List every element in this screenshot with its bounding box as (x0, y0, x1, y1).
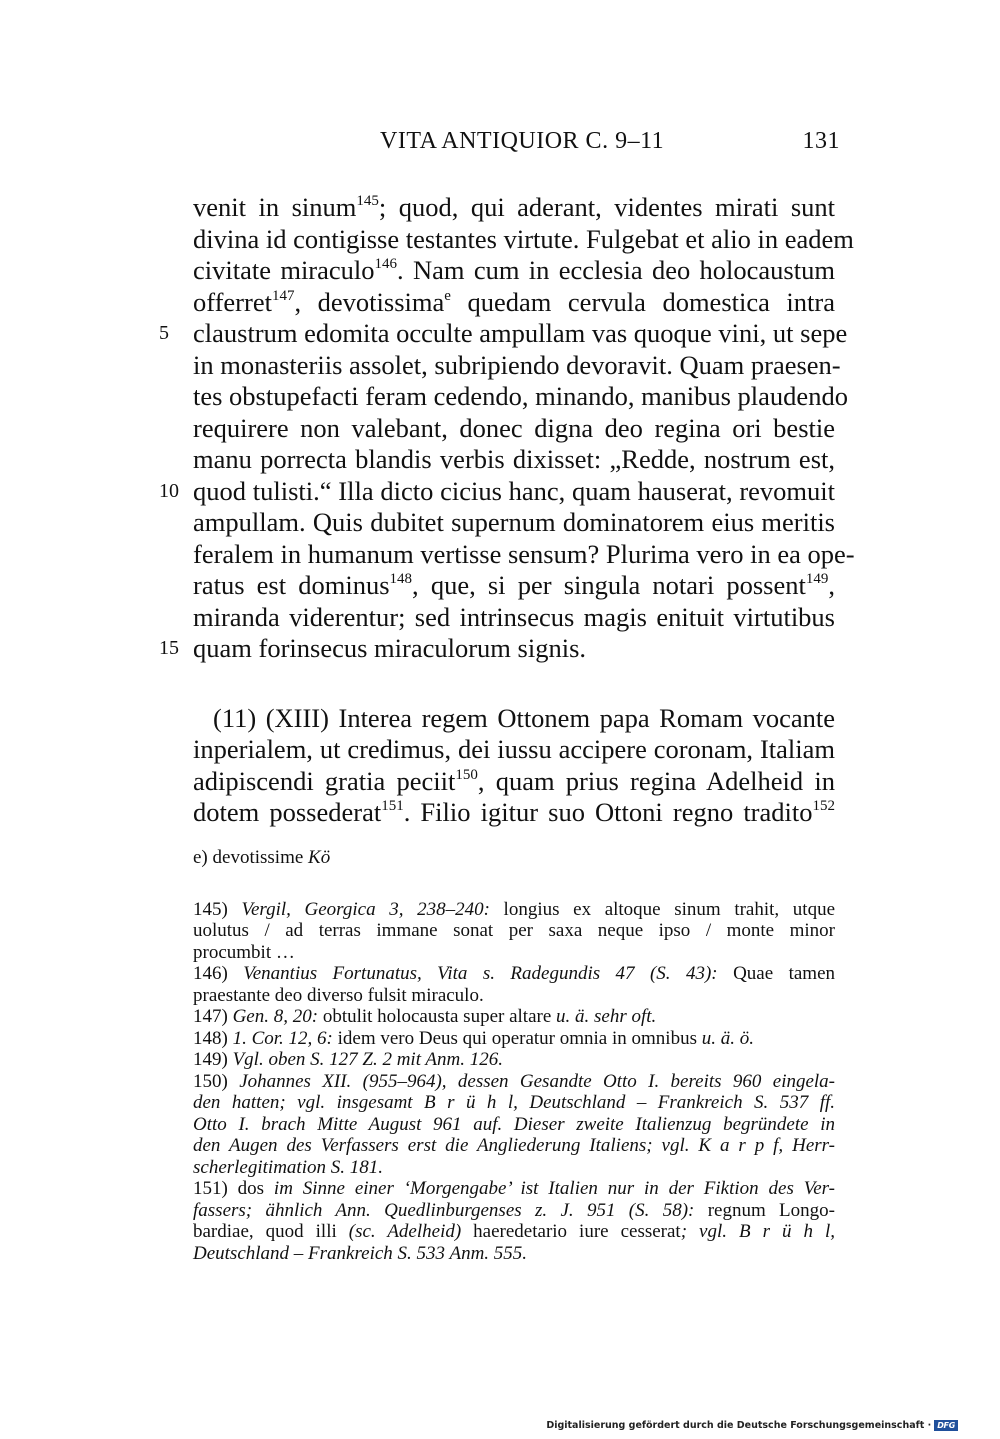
footnote-line (193, 1071, 835, 1093)
main-text-line (193, 766, 835, 798)
text-segment: regnum Longo- (694, 1199, 835, 1221)
text-segment: 147) (193, 1006, 233, 1027)
italic-text: u. ä. sehr oft. (556, 1006, 657, 1027)
footnote-marker: e (444, 287, 451, 304)
text-segment: 150) (193, 1070, 240, 1092)
italic-text: u. ä. ö. (701, 1027, 754, 1049)
italic-text: den hatten; vgl. insgesamt B r ü h l, Deutschland – Frankreich S. 537 ff. (193, 1092, 835, 1113)
main-text-line (193, 349, 841, 382)
text-segment: longius ex altoque sinum trahit, utque (489, 898, 836, 920)
text-segment: 149) (193, 1049, 233, 1070)
text-segment: ; quod, qui aderant, videntes mirati sunt (378, 192, 835, 222)
running-title: VITA ANTIQUIOR C. 9–11 (380, 128, 665, 154)
text-segment: requirere non valebant, donec digna deo regina ori bestie (193, 412, 835, 443)
footnote-line (193, 1221, 835, 1243)
main-text-line (193, 507, 835, 539)
text-segment: 151) dos (193, 1178, 274, 1199)
footnote-line (193, 1157, 835, 1179)
main-text-line (193, 413, 835, 445)
page-number: 131 (802, 128, 840, 154)
text-segment: uolutus / ad terras immane sonat per saxa neque ipso / monte minor (193, 920, 835, 941)
footnote-line (193, 847, 835, 869)
text-segment: , quam prius regina Adelheid in (477, 765, 836, 796)
italic-text: im Sinne einer ‘Morgengabe’ ist Italien nur in der Fiktion des Ver- (273, 1178, 835, 1199)
text-segment: Quae tamen (717, 963, 835, 984)
main-text-line (193, 381, 848, 413)
footnote-spacer (193, 869, 835, 899)
text-segment: , que, si per singula notari possent (412, 570, 806, 600)
italic-text: Vergil, Georgica 3, 238–240: (241, 898, 490, 920)
footnote-marker: 150 (455, 766, 478, 783)
text-segment: quedam cervula domestica intra (450, 286, 835, 317)
footnote-line (193, 1006, 835, 1028)
text-segment: ratus est dominus (193, 570, 390, 600)
footnote-line (193, 920, 835, 942)
text-segment: quod tulisti.“ Illa dicto cicius hanc, quam hauserat, revomuit (193, 475, 835, 506)
footnote-marker: 151 (381, 798, 404, 814)
main-text-spacer (193, 665, 835, 703)
main-text-line (193, 602, 835, 634)
footnote-marker: 147 (271, 287, 295, 304)
line-number: 5 (159, 322, 169, 344)
text-segment: in monasteriis assolet, subripiendo devoravit. Quam praesen- (193, 349, 841, 380)
footnote-line (193, 1092, 835, 1114)
footnote-marker: 146 (374, 256, 398, 272)
text-segment: , devotissima (294, 286, 445, 317)
main-text-line (159, 318, 848, 350)
text-segment: civitate miraculo (193, 255, 375, 285)
line-number: 10 (159, 479, 179, 502)
italic-text: Gen. 8, 20: (232, 1006, 319, 1027)
main-text-line (159, 475, 835, 508)
footnote-line (193, 1243, 835, 1265)
line-number: 15 (159, 637, 179, 659)
main-text-line (193, 703, 835, 735)
italic-text: (sc. Adelheid) (348, 1221, 462, 1242)
text-segment: obtulit holocausta super altare (318, 1006, 557, 1027)
footnote-line (193, 942, 835, 964)
text-segment: 145) (193, 898, 242, 920)
footnotes (193, 847, 835, 1264)
footnote-marker: 148 (389, 571, 413, 587)
text-segment: , (828, 570, 835, 600)
digitization-credit (546, 1420, 958, 1431)
main-text-line (193, 444, 835, 476)
text-segment: divina id contigisse testantes virtute. Fulgebat et alio in eadem (193, 223, 854, 254)
footnote-line (193, 899, 835, 921)
main-text-line (193, 223, 854, 256)
footnote-line (193, 1178, 835, 1200)
footnote-marker: 149 (805, 571, 829, 587)
italic-text: ; vgl. B r ü h l, (680, 1221, 836, 1242)
text-segment: 148) (193, 1027, 233, 1049)
text-segment: venit in sinum (193, 192, 357, 222)
main-text (159, 192, 855, 829)
text-segment: claustrum edomita occulte ampullam vas quoque vini, ut sepe (193, 318, 848, 348)
text-segment: procumbit … (193, 941, 295, 963)
italic-text: Johannes XII. (955–964), dessen Gesandte Otto I. bereits 960 eingela- (239, 1070, 836, 1092)
text-segment: offerret (193, 286, 272, 317)
italic-text: scherlegitimation S. 181. (193, 1156, 383, 1178)
footnote-line (193, 963, 835, 985)
text-segment: quam forinsecus miraculorum signis. (193, 633, 587, 663)
dfg-logo: DFG (934, 1420, 958, 1431)
footnote-line (193, 985, 835, 1007)
text-segment: praestante deo diverso fulsit miraculo. (193, 984, 484, 1006)
footnote-line (193, 1114, 835, 1136)
italic-text: Vgl. oben S. 127 Z. 2 mit Anm. 126. (232, 1049, 503, 1070)
footnote-marker: 152 (812, 798, 835, 814)
text-segment: bardiae, quod illi (193, 1221, 349, 1242)
text-segment: 146) (193, 963, 244, 984)
italic-text: den Augen des Verfassers erst die Angliederung Italiens; vgl. K a r p f, Herr- (193, 1135, 835, 1156)
main-text-line (193, 287, 835, 319)
footnote-line (193, 1135, 835, 1157)
main-text-line (193, 538, 855, 571)
text-segment: . Filio igitur suo Ottoni regno tradito (403, 797, 813, 827)
text-segment: haeredetario iure cesserat (461, 1221, 681, 1242)
text-segment: dotem possederat (193, 797, 382, 827)
footnote-line (193, 1200, 835, 1222)
italic-text: Otto I. brach Mitte August 961 auf. Dieser zweite Italienzug begründete in (193, 1113, 835, 1135)
main-text-line (193, 734, 835, 766)
running-header (380, 128, 840, 168)
text-segment: idem vero Deus qui operatur omnia in omnibus (332, 1027, 702, 1049)
text-segment: adipiscendi gratia peciit (193, 765, 456, 796)
text-segment: e) devotissime (193, 847, 309, 868)
text-segment: (11) (XIII) Interea regem Ottonem papa Romam vocante (213, 702, 835, 733)
italic-text: Kö (308, 847, 331, 868)
main-text-line (193, 192, 835, 224)
text-segment: . Nam cum in ecclesia deo holocaustum (397, 255, 835, 285)
footnote-marker: 145 (356, 193, 379, 209)
main-text-line (193, 255, 835, 287)
italic-text: 1. Cor. 12, 6: (232, 1027, 333, 1049)
footnote-line (193, 1028, 835, 1050)
text-segment: ampullam. Quis dubitet supernum dominatorem eius meritis (193, 507, 835, 537)
text-segment: tes obstupefacti feram cedendo, minando, manibus plaudendo (193, 381, 848, 411)
text-segment: miranda viderentur; sed intrinsecus magis enituit virtutibus (193, 601, 835, 632)
main-text-line (159, 633, 835, 665)
main-text-line (193, 797, 835, 829)
footnote-line (193, 1049, 835, 1071)
text-segment: manu porrecta blandis verbis dixisset: „Redde, nostrum est, (193, 444, 835, 474)
italic-text: Venantius Fortunatus, Vita s. Radegundis 47 (S. 43): (243, 963, 718, 984)
credit-text: Digitalisierung gefördert durch die Deutsche Forschungsgemeinschaft · (546, 1420, 932, 1431)
italic-text: fassers; ähnlich Ann. Quedlinburgenses z. J. 951 (S. 58): (193, 1199, 695, 1221)
main-text-line (193, 570, 835, 602)
italic-text: Deutschland – Frankreich S. 533 Anm. 555. (193, 1242, 528, 1264)
text-segment: inperialem, ut credimus, dei iussu accipere coronam, Italiam (193, 734, 835, 764)
text-segment: feralem in humanum vertisse sensum? Plurima vero in ea ope- (193, 538, 855, 569)
